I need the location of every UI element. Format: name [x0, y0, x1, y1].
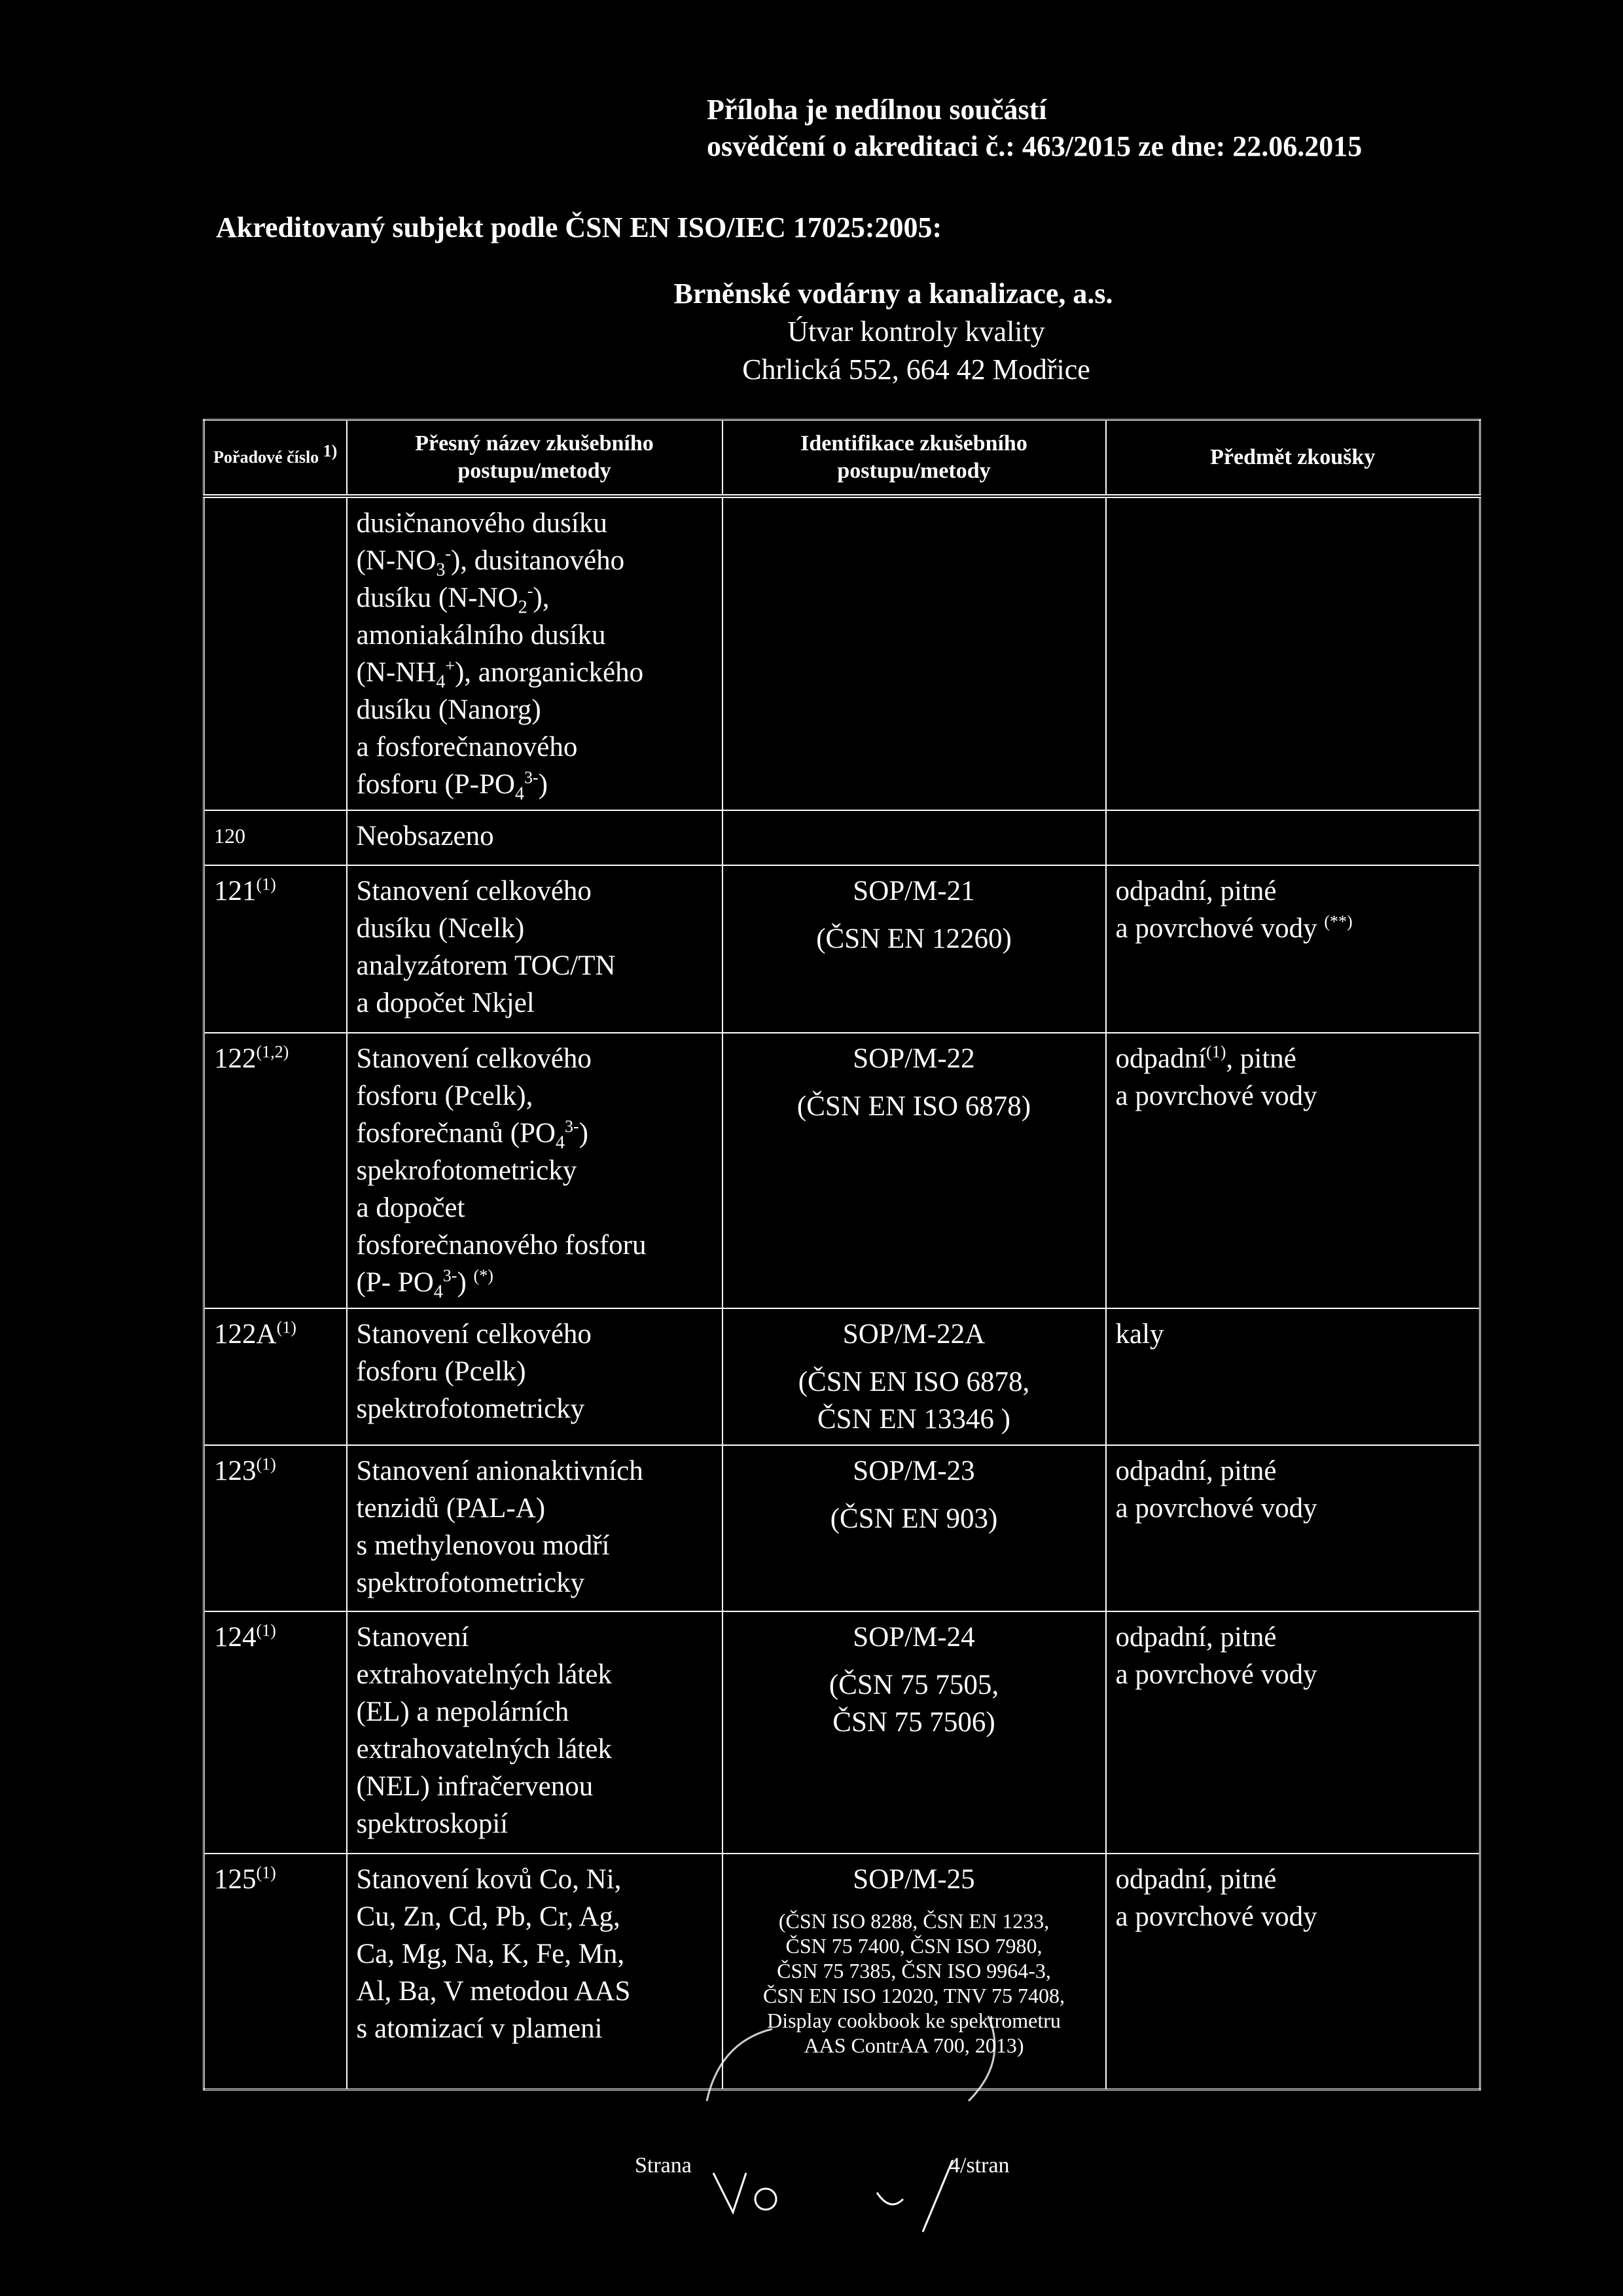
method-name: Stanovení kovů Co, Ni, Cu, Zn, Cd, Pb, Cr, Ag, Ca, Mg, Na, K, Fe, Mn, Al, Ba, V metodou AAS s atomizací v plameni — [347, 1854, 722, 2089]
signature-mark — [707, 2160, 1099, 2238]
sop-code: SOP/M-22 — [853, 1043, 975, 1074]
table-row — [204, 496, 1480, 810]
accredited-subject: Akreditovaný subjekt podle ČSN EN ISO/IEC 17025:2005: — [216, 211, 942, 243]
method-name: Stanovení celkového dusíku (Ncelk) analyzátorem TOC/TN a dopočet Nkjel — [347, 865, 722, 1033]
row-number: 120 — [204, 810, 347, 865]
col-header-name: Přesný název zkušebního postupu/metody — [347, 420, 722, 497]
table-row — [204, 810, 1480, 865]
table-row — [204, 865, 1480, 1033]
row-number — [204, 496, 347, 810]
method-identification — [722, 496, 1106, 810]
method-name: Stanovení celkového fosforu (Pcelk) spektrofotometricky — [347, 1308, 722, 1445]
standard-reference: (ČSN EN 903) — [830, 1503, 998, 1534]
table-row — [204, 1033, 1480, 1308]
method-name: dusičnanového dusíku $(N-NO_3^-)$, dusitanového dusíku $(N-NO_2^-)$, amoniakálního dusíku $(N-NH_4^+)$, anorganického dusíku (Nanorg) a fosforečnanového fosforu $(P-PO_4^{3-})$ — [347, 496, 722, 810]
method-identification — [722, 810, 1106, 865]
organization-address: Chrlická 552, 664 42 Modřice — [742, 353, 1090, 386]
row-number: $122A^{(1)}$ — [204, 1308, 347, 1445]
test-subject: kaly — [1106, 1308, 1480, 1445]
table-header-row — [204, 420, 1480, 497]
table-row — [204, 1445, 1480, 1611]
test-subject — [1106, 496, 1480, 810]
page-footer — [635, 2153, 1010, 2178]
col-header-identification: Identifikace zkušebního postupu/metody — [722, 420, 1106, 497]
standard-reference: (ČSN EN ISO 6878) — [796, 1091, 1031, 1122]
attachment-header — [707, 92, 1362, 165]
test-subject: odpadní$^{(1)}$, pitné a povrchové vody — [1106, 1033, 1480, 1308]
row-number: 123$^{(1)}$ — [204, 1445, 347, 1611]
organization-block — [0, 275, 1623, 389]
test-subject: odpadní, pitné a povrchové vody — [1106, 1445, 1480, 1611]
col-header-number: Pořadové číslo $^{1)}$ — [204, 420, 347, 497]
method-identification — [722, 865, 1106, 1033]
method-identification — [722, 1611, 1106, 1854]
method-name: Stanovení celkového fosforu (Pcelk), fosforečnanů $(PO_4^{3-})$ spekrofotometricky a dopočet fosforečnanového fosforu (P- $PO_4^{3-}$) (*) — [347, 1033, 722, 1308]
sop-code: SOP/M-25 — [853, 1864, 975, 1895]
test-subject: odpadní, pitné a povrchové vody — [1106, 1854, 1480, 2089]
sop-code: SOP/M-23 — [853, 1456, 975, 1486]
test-subject: odpadní, pitné a povrchové vody — [1106, 1611, 1480, 1854]
sop-code: SOP/M-22A — [842, 1319, 986, 1350]
standard-reference: (ČSN ISO 8288, ČSN EN 1233, ČSN 75 7400, ČSN ISO 7980, ČSN 75 7385, ČSN ISO 9964-3, ČSN EN ISO 12020, TNV 75 7408, Display cookbook ke spektrometru AAS ContrAA 700, 2013) — [762, 1909, 1065, 2057]
methods-table — [203, 419, 1481, 2090]
row-number: 122$^{(1,2)}$ — [204, 1033, 347, 1308]
page-total: 4/stran — [949, 2153, 1010, 2178]
stamp-mark — [681, 2003, 1021, 2108]
standard-reference: (ČSN EN ISO 6878, ČSN EN 13346 ) — [798, 1367, 1030, 1435]
standard-reference: (ČSN EN 12260) — [816, 924, 1012, 954]
organization-name: Brněnské vodárny a kanalizace, a.s. — [673, 278, 1113, 310]
test-subject — [1106, 810, 1480, 865]
row-number: 125$^{(1)}$ — [204, 1854, 347, 2089]
standard-reference: (ČSN 75 7505, ČSN 75 7506) — [829, 1670, 999, 1738]
method-name: Neobsazeno — [347, 810, 722, 865]
row-number: 121$^{(1)}$ — [204, 865, 347, 1033]
col-header-subject: Předmět zkoušky — [1106, 420, 1480, 497]
attachment-line-1: Příloha je nedílnou součástí — [707, 94, 1047, 126]
table-row — [204, 1611, 1480, 1854]
method-identification — [722, 1308, 1106, 1445]
method-identification — [722, 1033, 1106, 1308]
sop-code: SOP/M-24 — [853, 1622, 975, 1653]
method-name: Stanovení anionaktivních tenzidů (PAL-A) s methylenovou modří spektrofotometricky — [347, 1445, 722, 1611]
method-name: Stanovení extrahovatelných látek (EL) a nepolárních extrahovatelných látek (NEL) infračervenou spektroskopií — [347, 1611, 722, 1854]
sop-code: SOP/M-21 — [853, 876, 975, 906]
page-label: Strana — [635, 2153, 692, 2178]
table-row — [204, 1308, 1480, 1445]
row-number: 124$^{(1)}$ — [204, 1611, 347, 1854]
organization-unit: Útvar kontroly kvality — [787, 315, 1045, 348]
method-identification — [722, 1445, 1106, 1611]
attachment-line-2: osvědčení o akreditaci č.: 463/2015 ze dne: 22.06.2015 — [707, 130, 1363, 162]
test-subject: odpadní, pitné a povrchové vody (**) — [1106, 865, 1480, 1033]
